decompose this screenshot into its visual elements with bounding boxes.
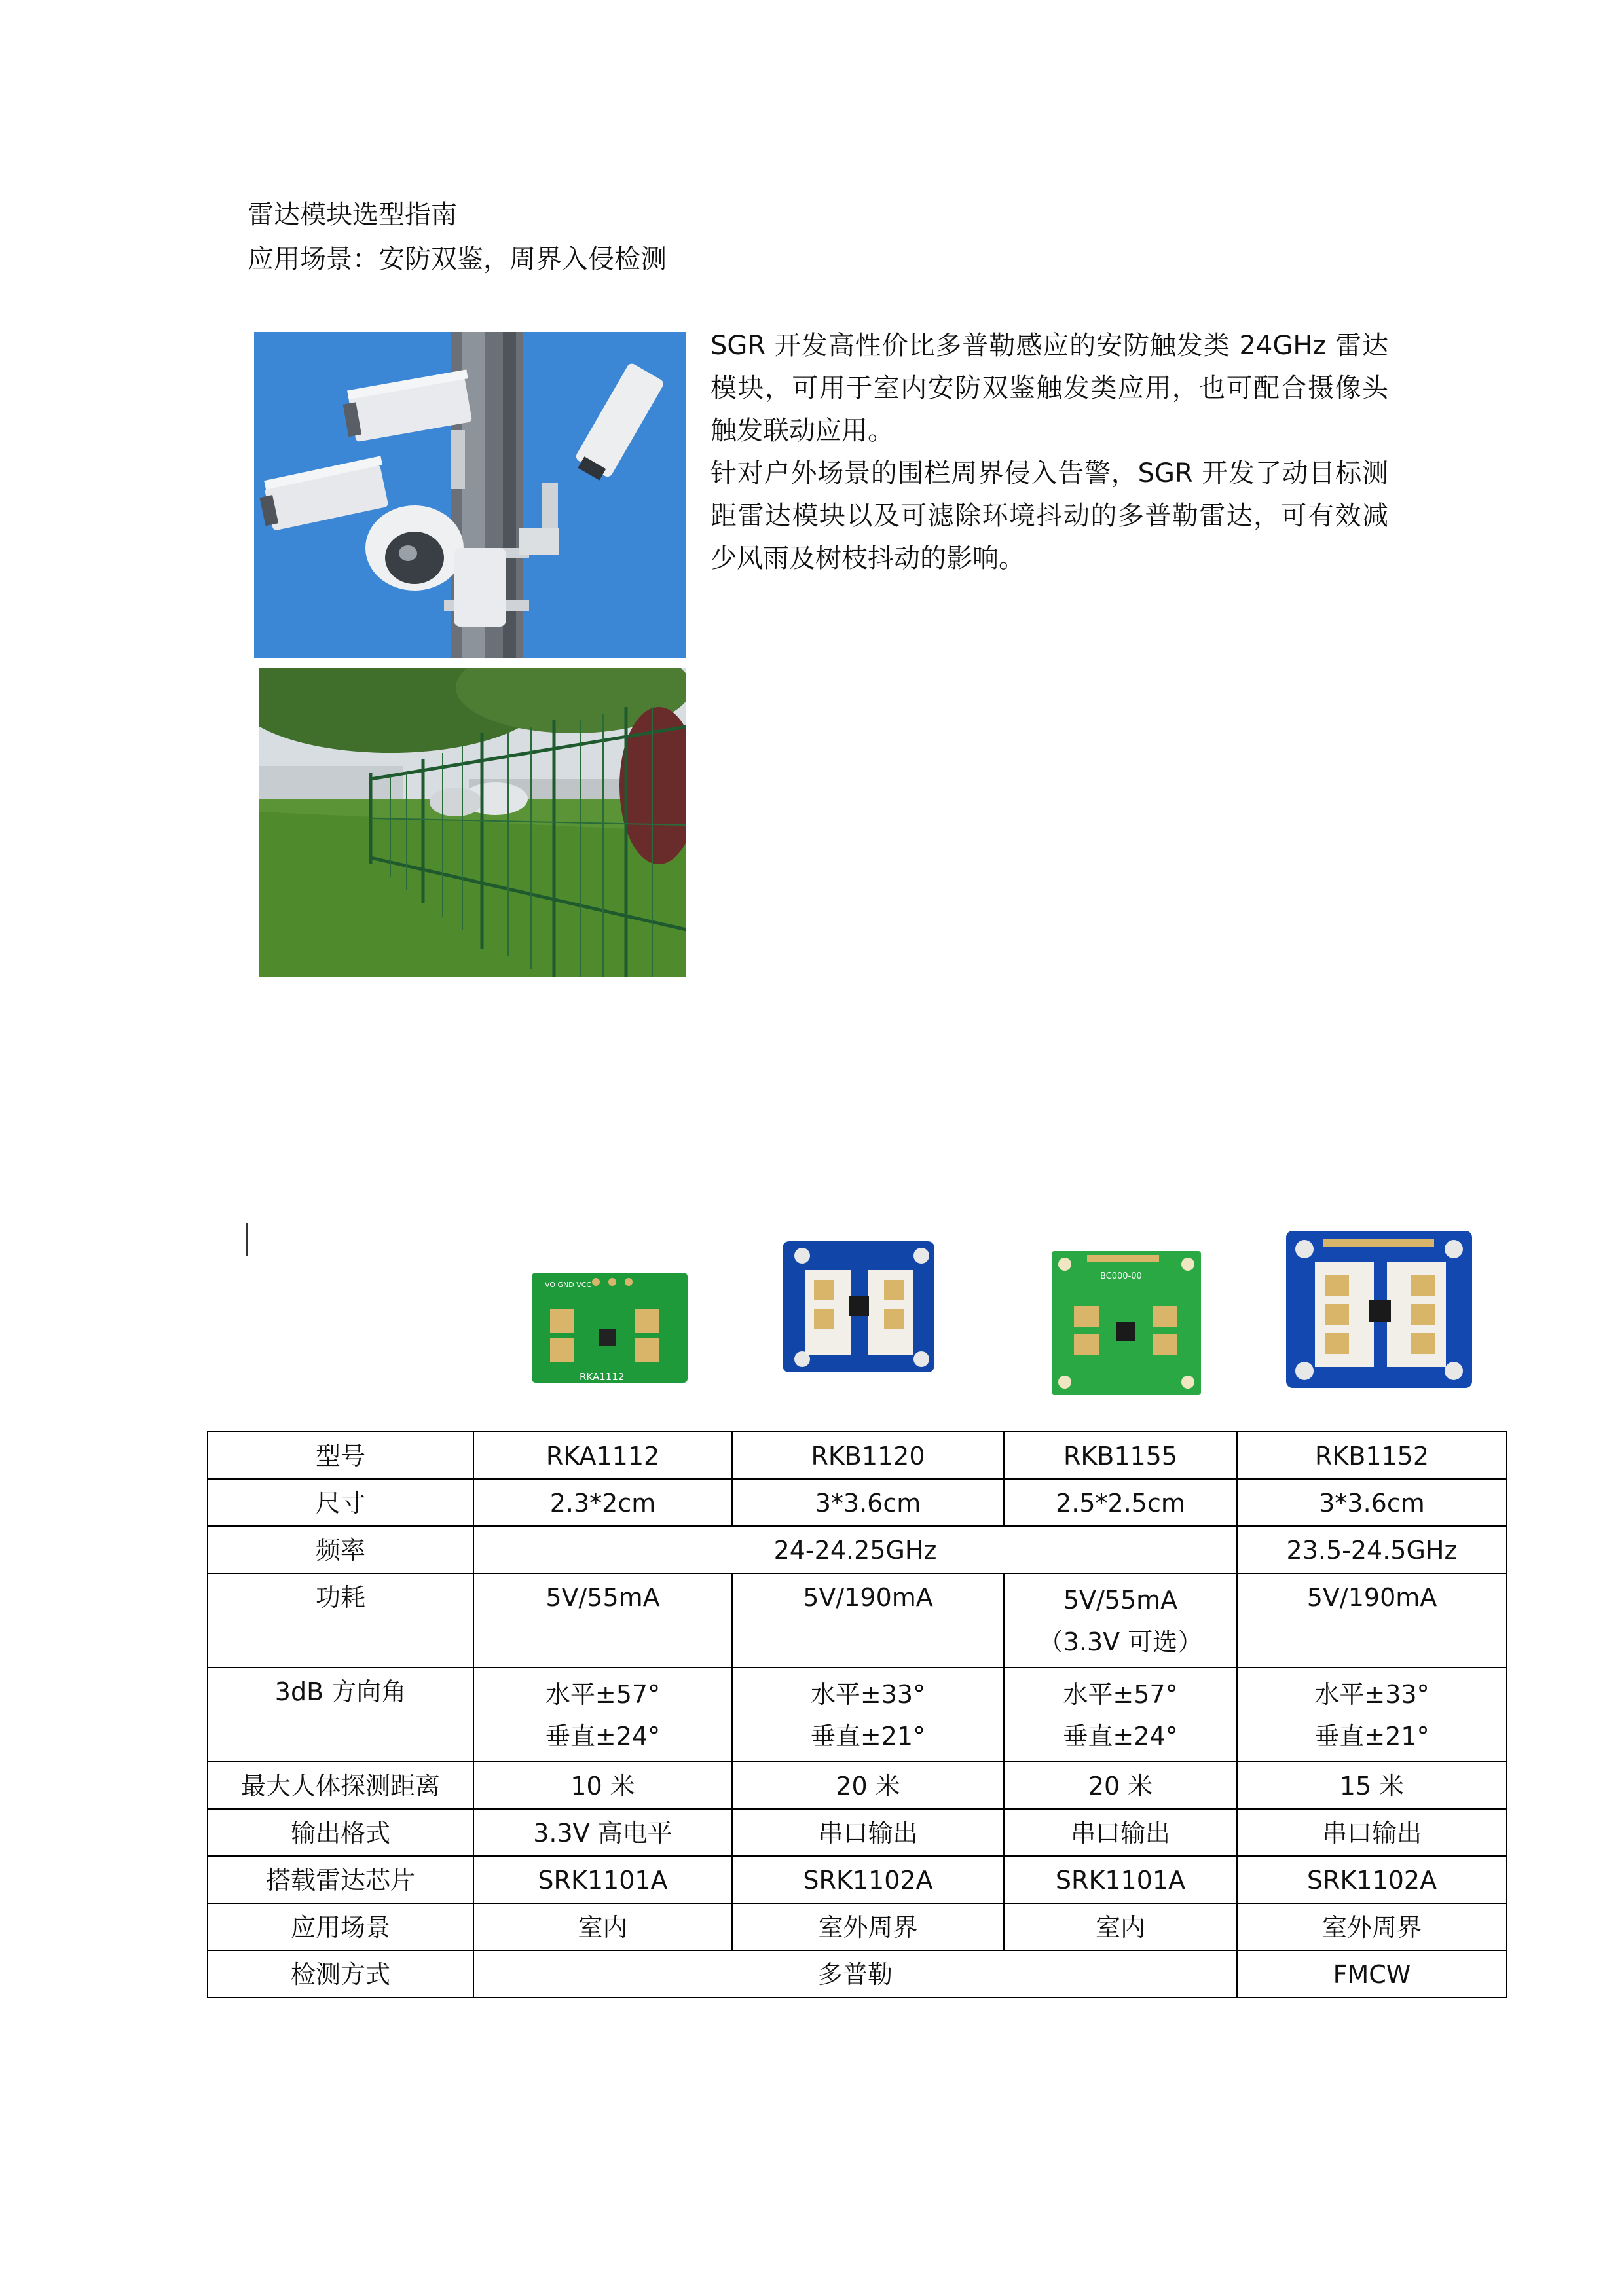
- intro-paragraph-outdoor: 针对户外场景的围栏周界侵入告警，SGR 开发了动目标测距雷达模块以及可滤除环境抖动的多普勒雷达，可有效减少风雨及树枝抖动的影响。: [710, 458, 1388, 574]
- table-cell: 20 米: [732, 1762, 1004, 1809]
- table-cell: 24-24.25GHz: [473, 1526, 1237, 1573]
- table-cell: 3*3.6cm: [1237, 1479, 1507, 1526]
- table-cell: 10 米: [473, 1762, 732, 1809]
- table-cell: 3*3.6cm: [732, 1479, 1004, 1526]
- table-cell: 5V/190mA: [732, 1573, 1004, 1667]
- table-cell: FMCW: [1237, 1950, 1507, 1997]
- table-cell: 室外周界: [732, 1903, 1004, 1950]
- row-label: 最大人体探测距离: [208, 1762, 473, 1809]
- table-row-max-range: [208, 1762, 1507, 1809]
- page-title: 雷达模块选型指南: [248, 200, 457, 230]
- table-cell: 串口输出: [1237, 1809, 1507, 1856]
- text-cursor: [246, 1223, 248, 1256]
- table-row-output: [208, 1809, 1507, 1856]
- table-cell: 3.3V 高电平: [473, 1809, 732, 1856]
- table-row-detection: [208, 1950, 1507, 1997]
- table-cell: 5V/190mA: [1237, 1573, 1507, 1667]
- row-label: 搭载雷达芯片: [208, 1856, 473, 1903]
- table-row-scenario: [208, 1903, 1507, 1950]
- row-label: 型号: [208, 1432, 473, 1479]
- table-cell: RKB1155: [1004, 1432, 1237, 1479]
- table-cell: [732, 1667, 1004, 1762]
- row-label: 尺寸: [208, 1479, 473, 1526]
- perimeter-fence-photo: [259, 668, 686, 977]
- cell-note: （3.3V 可选）: [1038, 1628, 1203, 1656]
- cell-line: 垂直±21°: [1314, 1722, 1430, 1751]
- cell-line: 5V/55mA: [1063, 1586, 1178, 1614]
- row-label: 输出格式: [208, 1809, 473, 1856]
- table-cell: [473, 1667, 732, 1762]
- cell-line: 垂直±24°: [545, 1722, 661, 1751]
- table-cell: 串口输出: [732, 1809, 1004, 1856]
- table-cell: RKB1152: [1237, 1432, 1507, 1479]
- cell-line: 水平±33°: [810, 1680, 926, 1709]
- module-photo-rkb1152: [1277, 1223, 1481, 1396]
- cell-line: 垂直±24°: [1063, 1722, 1178, 1751]
- row-label: 功耗: [208, 1573, 473, 1667]
- table-cell: 串口输出: [1004, 1809, 1237, 1856]
- row-label: 频率: [208, 1526, 473, 1573]
- cell-line: 垂直±21°: [810, 1722, 926, 1751]
- module-pin-label: VO GND VCC: [545, 1281, 592, 1289]
- table-cell: 室外周界: [1237, 1903, 1507, 1950]
- table-cell: 室内: [1004, 1903, 1237, 1950]
- table-row-frequency: [208, 1526, 1507, 1573]
- table-row-model: [208, 1432, 1507, 1479]
- table-cell: [1004, 1573, 1237, 1667]
- table-cell: 23.5-24.5GHz: [1237, 1526, 1507, 1573]
- table-cell: 室内: [473, 1903, 732, 1950]
- table-cell: SRK1101A: [1004, 1856, 1237, 1903]
- row-label: 检测方式: [208, 1950, 473, 1997]
- table-cell: [1237, 1667, 1507, 1762]
- table-cell: [1004, 1667, 1237, 1762]
- table-cell: 多普勒: [473, 1950, 1237, 1997]
- table-cell: 20 米: [1004, 1762, 1237, 1809]
- cell-line: 水平±57°: [545, 1680, 661, 1709]
- table-cell: 15 米: [1237, 1762, 1507, 1809]
- table-row-beam-angle: [208, 1667, 1507, 1762]
- module-photo-rka1112: [530, 1270, 689, 1385]
- module-silkscreen-label: BC000-00: [1100, 1271, 1142, 1281]
- module-photo-rkb1120: [776, 1237, 940, 1381]
- intro-paragraph-indoor: SGR 开发高性价比多普勒感应的安防触发类 24GHz 雷达模块，可用于室内安防双鉴触发类应用，也可配合摄像头触发联动应用。: [710, 331, 1388, 446]
- row-label: 3dB 方向角: [208, 1667, 473, 1762]
- table-cell: 2.3*2cm: [473, 1479, 732, 1526]
- table-cell: RKA1112: [473, 1432, 732, 1479]
- security-cameras-photo: [254, 332, 686, 658]
- cell-line: 水平±33°: [1314, 1680, 1430, 1709]
- table-cell: SRK1102A: [732, 1856, 1004, 1903]
- table-cell: 2.5*2.5cm: [1004, 1479, 1237, 1526]
- page-subtitle: 应用场景：安防双鉴，周界入侵检测: [248, 244, 667, 274]
- table-row-chip: [208, 1856, 1507, 1903]
- table-cell: SRK1101A: [473, 1856, 732, 1903]
- module-silkscreen-label: RKA1112: [580, 1371, 625, 1383]
- spec-table: [207, 1431, 1507, 1998]
- table-cell: RKB1120: [732, 1432, 1004, 1479]
- table-row-size: [208, 1479, 1507, 1526]
- table-cell: SRK1102A: [1237, 1856, 1507, 1903]
- cell-line: 水平±57°: [1063, 1680, 1178, 1709]
- row-label: 应用场景: [208, 1903, 473, 1950]
- table-row-power: [208, 1573, 1507, 1667]
- table-cell: 5V/55mA: [473, 1573, 732, 1667]
- module-photo-rkb1155: [1048, 1247, 1205, 1399]
